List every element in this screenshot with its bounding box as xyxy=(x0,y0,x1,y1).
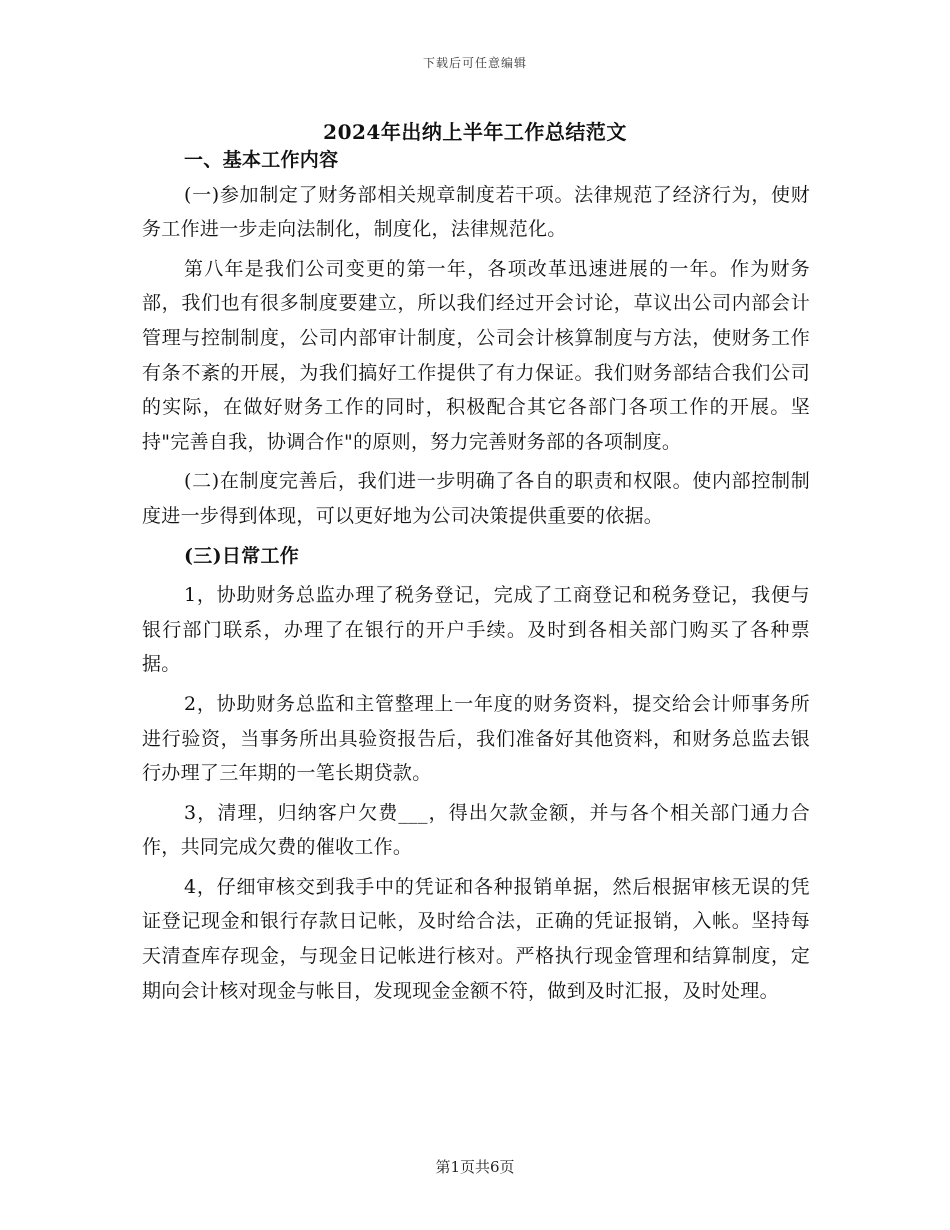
paragraph-eighth-year: 第八年是我们公司变更的第一年，各项改革迅速进展的一年。作为财务部，我们也有很多制度要建立，所以我们经过开会讨论，草议出公司内部会计管理与控制制度，公司内部审计制度，公司会计核算制度与方法，使财务工作有条不紊的开展，为我们搞好工作提供了有力保证。我们财务部结合我们公司的实际，在做好财务工作的同时，积极配合其它各部门各项工作的开展。坚持"完善自我，协调合作"的原则，努力完善财务部的各项制度。 xyxy=(142,257,810,453)
paragraph-regulations: (一)参加制定了财务部相关规章制度若干项。法律规范了经济行为，使财务工作进一步走向法制化，制度化，法律规范化。 xyxy=(142,183,810,241)
section-heading-basic-work: 一、基本工作内容 xyxy=(184,149,339,171)
page-number: 第1页共6页 xyxy=(435,1158,515,1176)
paragraph-item-1: 1，协助财务总监办理了税务登记，完成了工商登记和税务登记，我便与银行部门联系，办理了在银行的开户手续。及时到各相关部门购买了各种票据。 xyxy=(142,584,810,676)
document-body xyxy=(142,143,810,1008)
paragraph-item-2: 2，协助财务总监和主管整理上一年度的财务资料，提交给会计师事务所进行验资，当事务所出具验资报告后，我们准备好其他资料，和财务总监去银行办理了三年期的一笔长期贷款。 xyxy=(142,692,810,785)
paragraph-item-4: 4，仔细审核交到我手中的凭证和各种报销单据，然后根据审核无误的凭证登记现金和银行存款日记帐，及时给合法，正确的凭证报销，入帐。坚持每天清查库存现金，与现金日记帐进行核对。严格执行现金管理和结算制度，定期向会计核对现金与帐目，发现现金金额不符，做到及时汇报，及时处理。 xyxy=(142,875,810,1002)
paragraph-responsibilities: (二)在制度完善后，我们进一步明确了各自的职责和权限。使内部控制制度进一步得到体现，可以更好地为公司决策提供重要的依据。 xyxy=(142,470,810,527)
download-note: 下载后可任意编辑 xyxy=(422,56,527,70)
paragraph-item-3: 3，清理，归纳客户欠费___，得出欠款金额，并与各个相关部门通力合作，共同完成欠费的催收工作。 xyxy=(142,801,810,859)
section-heading-daily-work: (三)日常工作 xyxy=(184,544,300,567)
document-title: 2024年出纳上半年工作总结范文 xyxy=(323,120,627,144)
